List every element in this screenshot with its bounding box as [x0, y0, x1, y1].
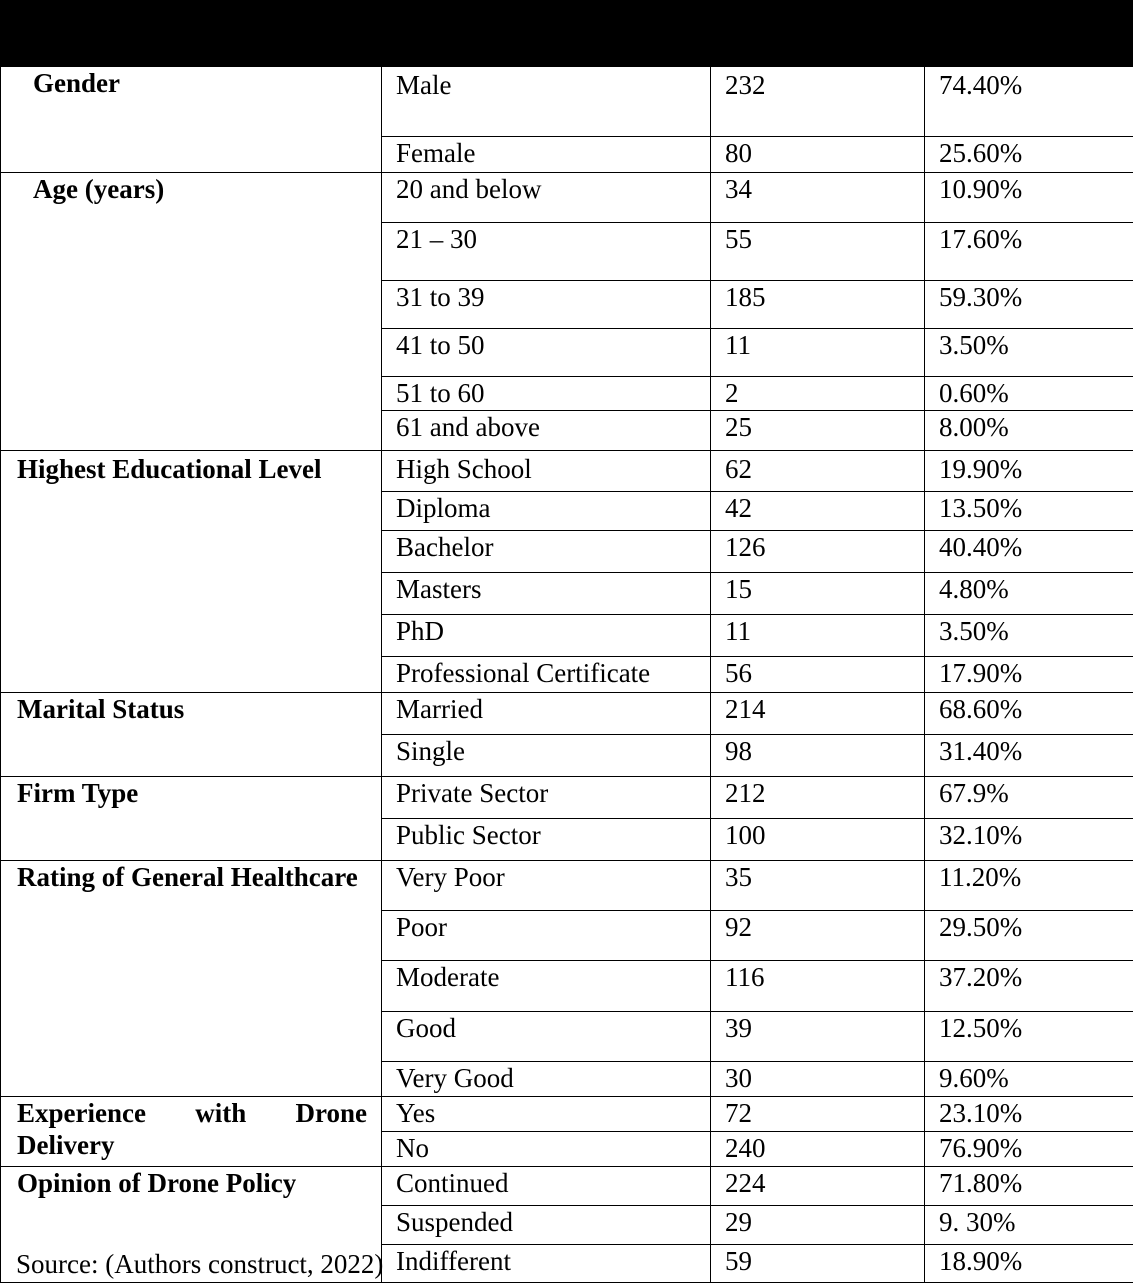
label-cell: Moderate: [382, 961, 711, 1012]
header-cell: [925, 1, 1133, 67]
category-cell: [1, 1097, 382, 1167]
header-cell: [1, 1, 382, 67]
count-cell: 100: [711, 819, 925, 861]
percent-cell: 37.20%: [925, 961, 1133, 1012]
count-cell: 34: [711, 173, 925, 223]
count-cell: 30: [711, 1062, 925, 1097]
label-cell: Masters: [382, 573, 711, 615]
percent-cell: 13.50%: [925, 492, 1133, 531]
label-cell: Very Poor: [382, 861, 711, 911]
table-row: [1, 1167, 1133, 1206]
label-cell: 31 to 39: [382, 281, 711, 329]
label-cell: Male: [382, 67, 711, 137]
percent-cell: 19.90%: [925, 451, 1133, 492]
table-row: [1, 861, 1133, 911]
percent-cell: 8.00%: [925, 411, 1133, 451]
count-cell: 232: [711, 67, 925, 137]
label-cell: 41 to 50: [382, 329, 711, 377]
percent-cell: 3.50%: [925, 615, 1133, 657]
count-cell: 224: [711, 1167, 925, 1206]
count-cell: 35: [711, 861, 925, 911]
count-cell: 2: [711, 377, 925, 411]
count-cell: 72: [711, 1097, 925, 1132]
percent-cell: 3.50%: [925, 329, 1133, 377]
table-row: [1, 67, 1133, 137]
label-cell: No: [382, 1132, 711, 1167]
category-cell: Firm Type: [1, 777, 382, 861]
count-cell: 185: [711, 281, 925, 329]
count-cell: 25: [711, 411, 925, 451]
label-cell: Diploma: [382, 492, 711, 531]
label-cell: Private Sector: [382, 777, 711, 819]
label-cell: Bachelor: [382, 531, 711, 573]
percent-cell: 10.90%: [925, 173, 1133, 223]
label-cell: Single: [382, 735, 711, 777]
label-cell: Yes: [382, 1097, 711, 1132]
label-cell: PhD: [382, 615, 711, 657]
category-cell: Highest Educational Level: [1, 451, 382, 693]
label-cell: Married: [382, 693, 711, 735]
percent-cell: 18.90%: [925, 1245, 1133, 1283]
header-cell: [382, 1, 711, 67]
label-cell: 21 – 30: [382, 223, 711, 281]
percent-cell: 74.40%: [925, 67, 1133, 137]
category-cell: Gender: [1, 67, 382, 173]
label-cell: Poor: [382, 911, 711, 961]
label-cell: Professional Certificate: [382, 657, 711, 693]
count-cell: 59: [711, 1245, 925, 1283]
category-cell: Opinion of Drone Policy: [1, 1167, 382, 1283]
label-cell: Female: [382, 137, 711, 173]
percent-cell: 67.9%: [925, 777, 1133, 819]
count-cell: 56: [711, 657, 925, 693]
percent-cell: 40.40%: [925, 531, 1133, 573]
label-cell: Indifferent: [382, 1245, 711, 1283]
count-cell: 214: [711, 693, 925, 735]
label-cell: 20 and below: [382, 173, 711, 223]
percent-cell: 17.60%: [925, 223, 1133, 281]
percent-cell: 0.60%: [925, 377, 1133, 411]
category-cell: Marital Status: [1, 693, 382, 777]
percent-cell: 25.60%: [925, 137, 1133, 173]
count-cell: 126: [711, 531, 925, 573]
percent-cell: 12.50%: [925, 1012, 1133, 1062]
count-cell: 98: [711, 735, 925, 777]
percent-cell: 23.10%: [925, 1097, 1133, 1132]
label-cell: Public Sector: [382, 819, 711, 861]
count-cell: 42: [711, 492, 925, 531]
percent-cell: 31.40%: [925, 735, 1133, 777]
header-row: [1, 1, 1133, 67]
label-cell: Very Good: [382, 1062, 711, 1097]
percent-cell: 68.60%: [925, 693, 1133, 735]
percent-cell: 9. 30%: [925, 1206, 1133, 1245]
table-row: [1, 1097, 1133, 1132]
percent-cell: 76.90%: [925, 1132, 1133, 1167]
category-cell: Rating of General Healthcare: [1, 861, 382, 1097]
percent-cell: 9.60%: [925, 1062, 1133, 1097]
count-cell: 11: [711, 615, 925, 657]
percent-cell: 71.80%: [925, 1167, 1133, 1206]
label-cell: Continued: [382, 1167, 711, 1206]
table-row: [1, 693, 1133, 735]
table-row: [1, 777, 1133, 819]
count-cell: 116: [711, 961, 925, 1012]
label-cell: Good: [382, 1012, 711, 1062]
header-cell: [711, 1, 925, 67]
count-cell: 62: [711, 451, 925, 492]
table-row: [1, 173, 1133, 223]
label-cell: 51 to 60: [382, 377, 711, 411]
count-cell: 11: [711, 329, 925, 377]
count-cell: 29: [711, 1206, 925, 1245]
count-cell: 212: [711, 777, 925, 819]
table-row: [1, 451, 1133, 492]
category-line-1: Experience with Drone: [17, 1097, 367, 1129]
count-cell: 80: [711, 137, 925, 173]
label-cell: High School: [382, 451, 711, 492]
count-cell: 55: [711, 223, 925, 281]
count-cell: 39: [711, 1012, 925, 1062]
count-cell: 92: [711, 911, 925, 961]
percent-cell: 59.30%: [925, 281, 1133, 329]
category-line-2: Delivery: [17, 1130, 114, 1160]
percent-cell: 17.90%: [925, 657, 1133, 693]
count-cell: 15: [711, 573, 925, 615]
category-cell: Age (years): [1, 173, 382, 451]
percent-cell: 11.20%: [925, 861, 1133, 911]
percent-cell: 29.50%: [925, 911, 1133, 961]
percent-cell: 32.10%: [925, 819, 1133, 861]
label-cell: 61 and above: [382, 411, 711, 451]
percent-cell: 4.80%: [925, 573, 1133, 615]
label-cell: Suspended: [382, 1206, 711, 1245]
source-note: Source: (Authors construct, 2022): [16, 1248, 383, 1280]
count-cell: 240: [711, 1132, 925, 1167]
